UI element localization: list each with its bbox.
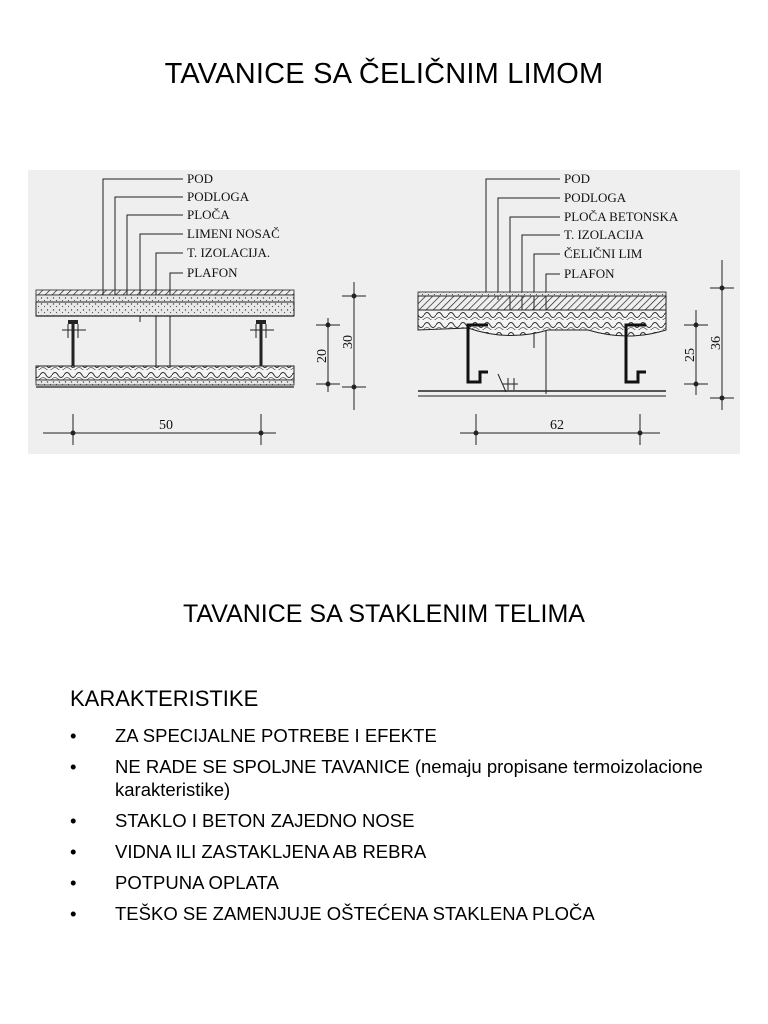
bullet-marker: • [70, 810, 77, 831]
left-label-podloga: PODLOGA [187, 189, 250, 204]
list-item-text: TEŠKO SE ZAMENJUJE OŠTEĆENA STAKLENA PLOČA [115, 903, 595, 924]
right-width-value: 62 [550, 418, 564, 433]
left-label-limeni-nosac: LIMENI NOSAČ [187, 226, 280, 241]
left-label-ploca: PLOČA [187, 207, 230, 222]
section-diagram [28, 170, 740, 454]
list-item [70, 902, 710, 925]
left-width-value: 50 [159, 418, 173, 433]
list-item [70, 755, 710, 801]
bullet-marker: • [70, 872, 77, 893]
left-label-pod: POD [187, 171, 214, 186]
list-item-text: STAKLO I BETON ZAJEDNO NOSE [115, 810, 415, 831]
left-label-izolacija: T. IZOLACIJA. [187, 245, 271, 260]
section-title: TAVANICE SA STAKLENIM TELIMA [183, 600, 585, 628]
bullet-marker: • [70, 903, 77, 924]
list-item-text: ZA SPECIJALNE POTREBE I EFEKTE [115, 725, 437, 746]
list-item-text: VIDNA ILI ZASTAKLJENA AB REBRA [115, 841, 427, 862]
page-title: TAVANICE SA ČELIČNIM LIMOM [164, 58, 604, 90]
left-outer-height-value: 30 [341, 335, 356, 349]
right-label-ploca-betonska: PLOČA BETONSKA [564, 209, 679, 224]
right-detail [418, 171, 734, 445]
right-hangers [498, 374, 518, 392]
left-inner-height-value: 20 [315, 349, 330, 363]
right-label-plafon: PLAFON [564, 266, 615, 281]
right-label-celicni-lim: ČELIČNI LIM [564, 246, 643, 261]
left-detail [36, 171, 366, 445]
right-height-dimensions [684, 260, 734, 410]
list-item [70, 871, 710, 894]
left-label-plafon: PLAFON [187, 265, 238, 280]
right-inner-height-value: 25 [683, 348, 698, 362]
characteristics-list [70, 724, 710, 933]
list-item-text: POTPUNA OPLATA [115, 872, 279, 893]
right-leader-lines [486, 179, 560, 394]
list-item [70, 724, 710, 747]
floor-section-drawing [28, 170, 740, 454]
right-label-podloga: PODLOGA [564, 190, 627, 205]
list-item [70, 809, 710, 832]
left-leader-lines [103, 179, 183, 385]
characteristics-heading: KARAKTERISTIKE [70, 686, 259, 711]
list-item [70, 840, 710, 863]
bullet-marker: • [70, 841, 77, 862]
bullet-marker: • [70, 725, 77, 746]
right-label-izolacija: T. IZOLACIJA [564, 227, 644, 242]
bullet-marker: • [70, 756, 77, 777]
list-item-text: NE RADE SE SPOLJNE TAVANICE (nemaju propisane termoizolacione karakteristike) [115, 756, 703, 800]
right-label-pod: POD [564, 171, 591, 186]
right-outer-height-value: 36 [709, 336, 724, 350]
